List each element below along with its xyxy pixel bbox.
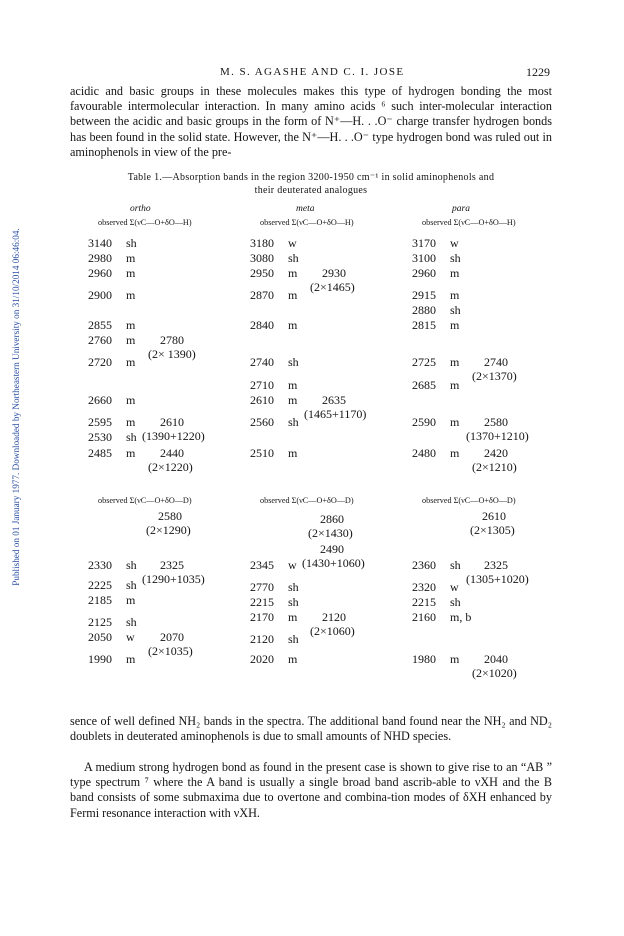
meta-band-intensity: sh [288,355,299,369]
para-band-value: 2215 [412,595,436,609]
col-header-para: para [452,204,470,214]
meta-calc-value: 2860 [320,512,344,526]
para-band-value: 2725 [412,355,436,369]
paragraph-top: acidic and basic groups in these molecules makes this type of hydrogen bonding the most favourable intermolecular interaction. In many amino acids ⁶ such inter-molecular interaction between the acidic and basic groups in the form of N⁺—H. . .O⁻ charge transfer hydrogen bonds has been found in the solid state. However, the N⁺—H. . .O⁻ type hydrogen bond was ruled out in aminophenols in view of the pre- [70,84,552,159]
running-title: M. S. AGASHE AND C. I. JOSE [220,66,405,78]
meta-band-intensity: m [288,266,298,280]
para-band-intensity: m [450,378,460,392]
meta-calc-value: 2635 [322,393,346,407]
para-band-value: 2320 [412,580,436,594]
meta-band-intensity: m [288,446,298,460]
ortho-band-intensity: m [126,446,136,460]
meta-band-intensity: m [288,318,298,332]
download-notice: Published on 01 January 1977. Downloaded by Northeastern University on 31/10/2014 06:46:04. [11,228,21,586]
meta-calc-formula: (2×1060) [310,624,355,638]
para-band-intensity: m, b [450,610,472,624]
observed-label-h-meta: observed Σ(νC—O+δO—H) [260,218,354,227]
ortho-band-intensity: m [126,333,136,347]
para-band-intensity: sh [450,558,461,572]
ortho-band-intensity: m [126,266,136,280]
observed-label-d-ortho: observed Σ(νC—O+δO—D) [98,496,192,505]
para-band-value: 2685 [412,378,436,392]
observed-label-h-para: observed Σ(νC—O+δO—H) [422,218,516,227]
observed-label-h-ortho: observed Σ(νC—O+δO—H) [98,218,192,227]
ortho-band-intensity: sh [126,615,137,629]
para-band-intensity: m [450,288,460,302]
ortho-band-intensity: sh [126,430,137,444]
para-band-value: 2915 [412,288,436,302]
meta-band-intensity: m [288,393,298,407]
meta-band-intensity: sh [288,415,299,429]
para-band-value: 2590 [412,415,436,429]
ortho-band-intensity: m [126,355,136,369]
ortho-band-value: 2125 [88,615,112,629]
ortho-calc-value: 2440 [160,446,184,460]
meta-band-value: 2950 [250,266,274,280]
meta-band-value: 2020 [250,652,274,666]
observed-label-d-meta: observed Σ(νC—O+δO—D) [260,496,354,505]
meta-band-intensity: sh [288,251,299,265]
observed-label-d-para: observed Σ(νC—O+δO—D) [422,496,516,505]
ortho-band-value: 2185 [88,593,112,607]
ortho-calc-value: 2325 [160,558,184,572]
para-band-intensity: m [450,652,460,666]
meta-band-value: 2345 [250,558,274,572]
meta-band-intensity: w [288,558,297,572]
meta-band-value: 2215 [250,595,274,609]
para-calc-value: 2740 [484,355,508,369]
meta-band-value: 2770 [250,580,274,594]
para-calc-formula: (2×1020) [472,666,517,680]
ortho-band-intensity: sh [126,558,137,572]
ortho-band-value: 1990 [88,652,112,666]
col-header-meta: meta [296,204,315,214]
meta-calc-formula: (1465+1170) [304,407,367,421]
para-calc-formula: (2×1370) [472,369,517,383]
ortho-calc-formula: (2×1290) [146,523,191,537]
para-calc-formula: (1370+1210) [466,429,529,443]
para-calc-value: 2040 [484,652,508,666]
meta-band-intensity: m [288,288,298,302]
para-band-intensity: m [450,355,460,369]
ortho-band-value: 2960 [88,266,112,280]
meta-band-intensity: sh [288,580,299,594]
para-band-intensity: w [450,580,459,594]
ortho-calc-formula: (1390+1220) [142,429,205,443]
para-calc-formula: (2×1305) [470,523,515,537]
para-band-value: 2160 [412,610,436,624]
ortho-calc-formula: (1290+1035) [142,572,205,586]
para-calc-formula: (2×1210) [472,460,517,474]
ortho-band-intensity: m [126,251,136,265]
meta-band-intensity: sh [288,632,299,646]
para-band-value: 2960 [412,266,436,280]
running-header [70,66,550,82]
ortho-calc-formula: (2×1035) [148,644,193,658]
ortho-band-value: 2855 [88,318,112,332]
ortho-calc-value: 2610 [160,415,184,429]
ortho-band-value: 2595 [88,415,112,429]
meta-band-intensity: w [288,236,297,250]
ortho-calc-formula: (2× 1390) [148,347,196,361]
meta-band-intensity: m [288,378,298,392]
paragraph-bottom: sence of well defined NH₂ bands in the spectra. The additional band found near the NH₂ and ND₂ doublets in deuterated aminophenols is due to small amounts of NHD species. [70,714,552,744]
ortho-band-intensity: m [126,288,136,302]
ortho-band-intensity: w [126,630,135,644]
ortho-band-intensity: m [126,415,136,429]
para-calc-value: 2420 [484,446,508,460]
page-number: 1229 [526,65,550,79]
para-band-value: 2360 [412,558,436,572]
ortho-band-value: 2900 [88,288,112,302]
ortho-calc-value: 2780 [160,333,184,347]
ortho-band-intensity: m [126,652,136,666]
para-band-value: 3170 [412,236,436,250]
meta-calc-value: 2120 [322,610,346,624]
meta-calc-value: 2930 [322,266,346,280]
meta-band-value: 3180 [250,236,274,250]
meta-calc-formula: (2×1465) [310,280,355,294]
para-band-intensity: m [450,266,460,280]
ortho-band-intensity: m [126,318,136,332]
meta-band-value: 2740 [250,355,274,369]
meta-band-value: 2170 [250,610,274,624]
ortho-band-value: 2225 [88,578,112,592]
para-band-intensity: m [450,415,460,429]
para-calc-value: 2610 [482,509,506,523]
para-band-value: 2880 [412,303,436,317]
meta-band-value: 2870 [250,288,274,302]
ortho-calc-formula: (2×1220) [148,460,193,474]
ortho-band-intensity: sh [126,236,137,250]
para-band-value: 1980 [412,652,436,666]
meta-band-value: 2840 [250,318,274,332]
paragraph-last: A medium strong hydrogen bond as found in the present case is shown to give rise to an “AB ” type spectrum ⁷ where the A band is usually a single broad band ascrib-able to νXH and the B band consists of some submaxima due to overtone and combina-tion modes of δXH enhanced by Fermi resonance interaction with νXH. [70,760,552,820]
para-band-intensity: sh [450,251,461,265]
meta-calc-value-2: 2490 [320,542,344,556]
ortho-band-intensity: m [126,593,136,607]
para-band-intensity: m [450,446,460,460]
ortho-band-value: 2760 [88,333,112,347]
ortho-band-value: 2720 [88,355,112,369]
para-band-intensity: m [450,318,460,332]
ortho-band-intensity: m [126,393,136,407]
meta-band-intensity: m [288,610,298,624]
para-band-intensity: sh [450,595,461,609]
meta-band-value: 2710 [250,378,274,392]
meta-band-intensity: sh [288,595,299,609]
para-band-value: 3100 [412,251,436,265]
para-band-intensity: w [450,236,459,250]
ortho-band-intensity: sh [126,578,137,592]
caption-line-1: Table 1.—Absorption bands in the region 3200-1950 cm⁻¹ in solid aminophenols and [127,172,495,183]
ortho-band-value: 2485 [88,446,112,460]
meta-band-intensity: m [288,652,298,666]
table-caption [70,172,552,197]
meta-band-value: 2610 [250,393,274,407]
para-band-intensity: sh [450,303,461,317]
ortho-band-value: 2530 [88,430,112,444]
ortho-band-value: 3140 [88,236,112,250]
para-band-value: 2480 [412,446,436,460]
caption-line-2: their deuterated analogues [254,184,368,196]
meta-calc-formula: (2×1430) [308,526,353,540]
col-header-ortho: ortho [130,204,151,214]
ortho-band-value: 2050 [88,630,112,644]
meta-band-value: 2560 [250,415,274,429]
ortho-band-value: 2980 [88,251,112,265]
meta-calc-formula-2: (1430+1060) [302,556,365,570]
meta-band-value: 3080 [250,251,274,265]
ortho-calc-value: 2580 [158,509,182,523]
meta-band-value: 2510 [250,446,274,460]
ortho-band-value: 2330 [88,558,112,572]
para-band-value: 2815 [412,318,436,332]
para-calc-value: 2580 [484,415,508,429]
meta-band-value: 2120 [250,632,274,646]
ortho-calc-value: 2070 [160,630,184,644]
para-calc-value: 2325 [484,558,508,572]
para-calc-formula: (1305+1020) [466,572,529,586]
ortho-band-value: 2660 [88,393,112,407]
